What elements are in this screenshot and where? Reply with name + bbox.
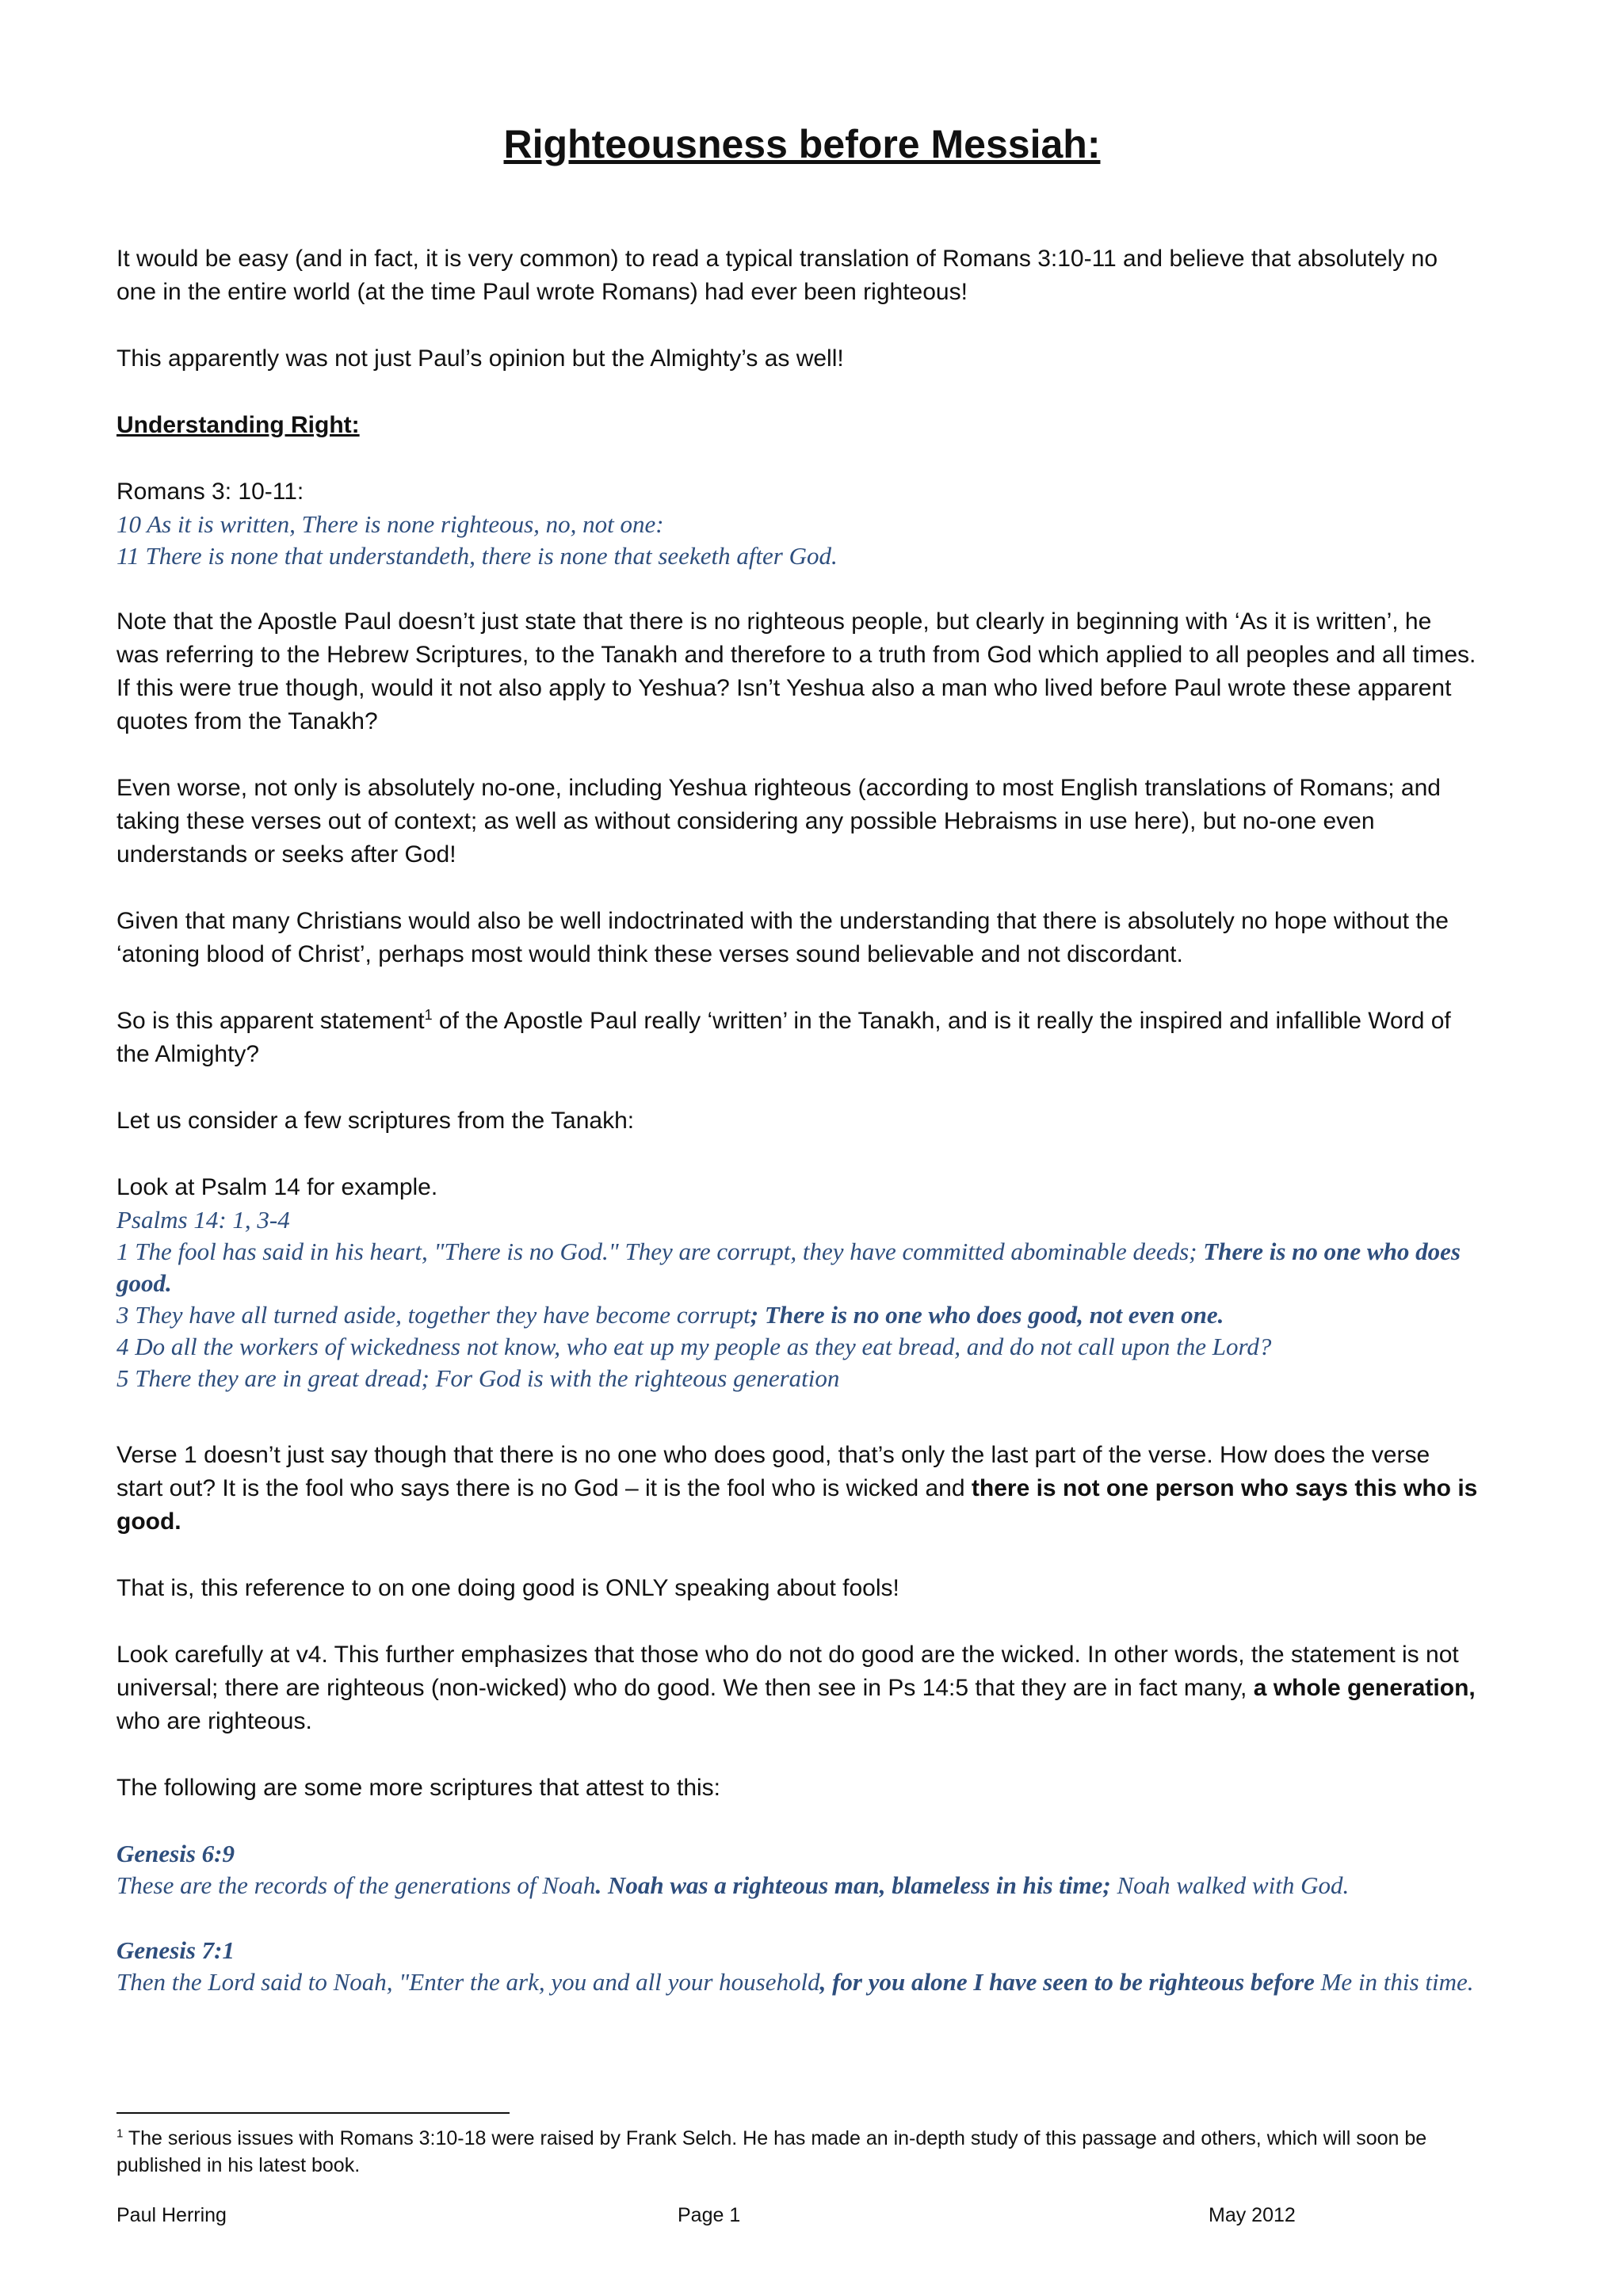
paragraph-3: Note that the Apostle Paul doesn’t just state that there is no righteous people, but clearly in beginning with ‘As it is written’, he was referring to the Hebrew Scriptures, to the Tanakh and therefore to a truth from God which applied to all peoples and all times. If this were true though, would it not also apply to Yeshua? Isn’t Yeshua also a man who lived before Paul wrote these apparent quotes from the Tanakh?	[116, 608, 1476, 734]
paragraph-8: Look at Psalm 14 for example.	[116, 1174, 438, 1200]
psalm-verse-5: 5 There they are in great dread; For God is with the righteous generation	[116, 1364, 840, 1392]
intro-paragraph-1: It would be easy (and in fact, it is very common) to read a typical translation of Romans 3:10-11 and believe that absolutely no one in the entire world (at the time Paul wrote Romans) had ever been righteous!	[116, 246, 1438, 305]
paragraph-11	[116, 1638, 1480, 1738]
psalm-verse-4: 4 Do all the workers of wickedness not know, who eat up my people as they eat bread, and do not call upon the Lord?	[116, 1333, 1272, 1360]
section-heading: Understanding Right:	[116, 412, 360, 438]
paragraph-5: Given that many Christians would also be well indoctrinated with the understanding that there is absolutely no hope without the ‘atoning blood of Christ’, perhaps most would think these verses sound believable and not discordant.	[116, 908, 1449, 967]
paragraph-11-end: who are righteous.	[116, 1708, 312, 1734]
page-footer	[116, 2204, 1480, 2231]
romans-verse-10: 10 As it is written, There is none righteous, no, not one:	[116, 510, 664, 538]
paragraph-9-emphasis: there is not one person who says this who is good.	[116, 1475, 1478, 1535]
footer-page-number: Page 1	[678, 2204, 741, 2226]
genesis-7-1-verse	[116, 1966, 1480, 1998]
paragraph-9	[116, 1439, 1480, 1539]
psalm-verse-3-text: 3 They have all turned aside, together they have become corrupt	[116, 1301, 750, 1329]
genesis-6-9-verse	[116, 1870, 1480, 1901]
paragraph-6-end: of the Apostle Paul really ‘written’ in the Tanakh, and is it really the inspired and infallible Word of the Almighty?	[116, 1008, 1451, 1067]
footnote-mark: 1	[116, 2126, 124, 2141]
page-title: Righteousness before Messiah:	[503, 122, 1101, 166]
document-body	[116, 119, 1480, 1998]
genesis-6-9-text: These are the records of the generations of Noah	[116, 1871, 596, 1899]
paragraph-12: The following are some more scriptures that attest to this:	[116, 1775, 720, 1801]
footnote-separator	[116, 2112, 510, 2114]
genesis-7-1-reference: Genesis 7:1	[116, 1936, 235, 1964]
paragraph-9-text: Verse 1 doesn’t just say though that there is no one who does good, that’s only the last part of the verse. How does the verse start out? It is the fool who says there is no God – it is the fool who is wicked and	[116, 1442, 1430, 1501]
paragraph-10: That is, this reference to on one doing good is ONLY speaking about fools!	[116, 1575, 899, 1601]
psalm-verse-1	[116, 1236, 1480, 1299]
footer-author: Paul Herring	[116, 2204, 227, 2226]
psalm-verse-3	[116, 1299, 1480, 1331]
psalm-verse-1-emphasis: There is no one who does good.	[116, 1238, 1461, 1297]
paragraph-4: Even worse, not only is absolutely no-one, including Yeshua righteous (according to most English translations of Romans; and taking these verses out of context; as well as without considering any possible Hebraisms in use here), but no-one even understands or seeks after God!	[116, 775, 1441, 868]
paragraph-6-start: So is this apparent statement	[116, 1008, 425, 1034]
romans-reference: Romans 3: 10-11:	[116, 479, 304, 505]
psalm-verse-3-emphasis: ; There is no one who does good, not even one.	[750, 1301, 1224, 1329]
genesis-6-9-end: Noah walked with God.	[1110, 1871, 1350, 1899]
genesis-7-1-emphasis: , for you alone I have seen to be righteous before	[819, 1968, 1315, 1996]
psalm-verse-1-text: 1 The fool has said in his heart, "There is no God." They are corrupt, they have committed abominable deeds;	[116, 1238, 1204, 1265]
paragraph-11-text: Look carefully at v4. This further emphasizes that those who do not do good are the wicked. In other words, the statement is not universal; there are righteous (non-wicked) who do good. We then see in Ps 14:5 that they are in fact many,	[116, 1642, 1459, 1701]
genesis-7-1-end: Me in this time.	[1314, 1968, 1474, 1996]
genesis-6-9-reference: Genesis 6:9	[116, 1840, 235, 1867]
genesis-6-9-emphasis: . Noah was a righteous man, blameless in his time;	[595, 1871, 1111, 1899]
paragraph-6	[116, 1005, 1480, 1071]
intro-paragraph-2: This apparently was not just Paul’s opinion but the Almighty’s as well!	[116, 345, 844, 372]
paragraph-7: Let us consider a few scriptures from the Tanakh:	[116, 1108, 635, 1134]
romans-verse-11: 11 There is none that understandeth, there is none that seeketh after God.	[116, 542, 838, 570]
genesis-7-1-text: Then the Lord said to Noah, "Enter the ark, you and all your household	[116, 1968, 820, 1996]
footer-date: May 2012	[1209, 2204, 1296, 2226]
footnote-reference: 1	[424, 1007, 433, 1023]
footnote-text: The serious issues with Romans 3:10-18 were raised by Frank Selch. He has made an in-depth study of this passage and others, which will soon be published in his latest book.	[116, 2127, 1427, 2176]
footnote	[116, 2125, 1480, 2179]
psalm-reference: Psalms 14: 1, 3-4	[116, 1206, 290, 1234]
paragraph-11-emphasis: a whole generation,	[1253, 1675, 1476, 1701]
